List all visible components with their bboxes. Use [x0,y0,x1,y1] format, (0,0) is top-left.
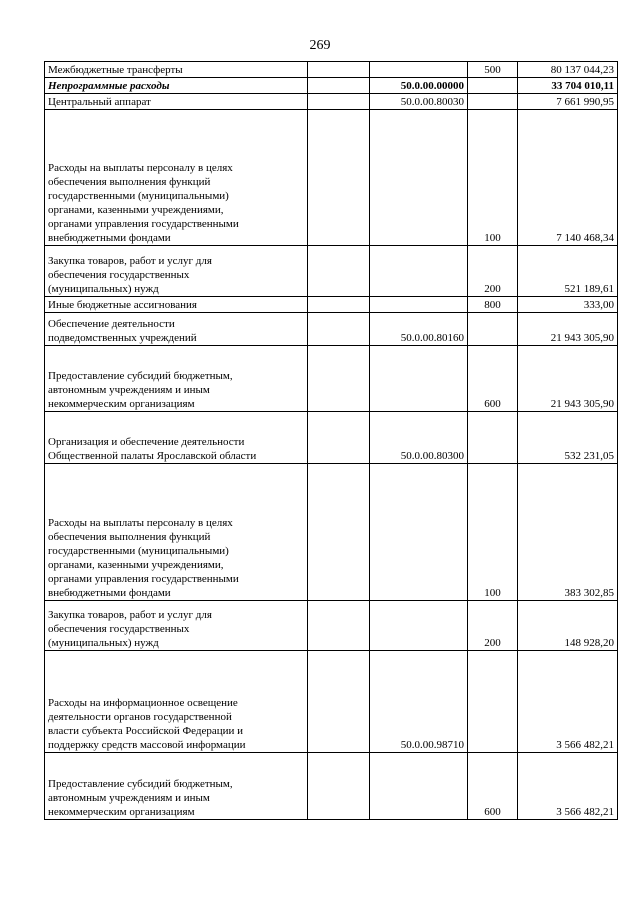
expense-type-cell: 500 [468,62,518,78]
expense-type-cell [468,313,518,346]
amount-cell: 7 140 468,34 [518,110,618,246]
expense-name-cell: Расходы на выплаты персоналу в целях обеспечения выполнения функций государственными (муниципальными) органами, казенными учреждениями, органами управления государственными внебюджетными фондами [45,464,308,601]
expense-name-cell: Предоставление субсидий бюджетным, автономным учреждениям и иным некоммерческим организациям [45,346,308,412]
empty-cell [308,297,370,313]
amount-cell: 3 566 482,21 [518,651,618,753]
target-article-cell [370,753,468,820]
table-row [45,651,618,753]
amount-cell: 7 661 990,95 [518,94,618,110]
amount-cell: 383 302,85 [518,464,618,601]
amount-cell: 333,00 [518,297,618,313]
target-article-cell [370,110,468,246]
target-article-cell [370,246,468,297]
budget-table [44,61,618,820]
empty-cell [308,464,370,601]
expense-name-cell: Закупка товаров, работ и услуг для обеспечения государственных (муниципальных) нужд [45,601,308,651]
expense-name-cell: Организация и обеспечение деятельности Общественной палаты Ярославской области [45,412,308,464]
table-row [45,297,618,313]
empty-cell [308,753,370,820]
target-article-cell: 50.0.00.80030 [370,94,468,110]
expense-type-cell: 100 [468,110,518,246]
target-article-cell [370,297,468,313]
empty-cell [308,94,370,110]
expense-name-cell: Непрограммные расходы [45,78,308,94]
amount-cell: 33 704 010,11 [518,78,618,94]
table-row [45,94,618,110]
target-article-cell: 50.0.00.00000 [370,78,468,94]
table-row [45,110,618,246]
empty-cell [308,110,370,246]
expense-type-cell: 200 [468,601,518,651]
budget-table-body [45,62,618,820]
table-row [45,346,618,412]
empty-cell [308,313,370,346]
amount-cell: 80 137 044,23 [518,62,618,78]
empty-cell [308,601,370,651]
target-article-cell: 50.0.00.80300 [370,412,468,464]
empty-cell [308,246,370,297]
empty-cell [308,651,370,753]
target-article-cell: 50.0.00.80160 [370,313,468,346]
expense-type-cell: 600 [468,346,518,412]
table-row [45,62,618,78]
target-article-cell [370,601,468,651]
expense-name-cell: Предоставление субсидий бюджетным, автономным учреждениям и иным некоммерческим организациям [45,753,308,820]
table-row [45,246,618,297]
target-article-cell [370,62,468,78]
amount-cell: 521 189,61 [518,246,618,297]
amount-cell: 21 943 305,90 [518,313,618,346]
expense-type-cell [468,94,518,110]
table-row [45,464,618,601]
target-article-cell [370,464,468,601]
expense-type-cell: 600 [468,753,518,820]
expense-type-cell: 100 [468,464,518,601]
empty-cell [308,62,370,78]
table-row [45,412,618,464]
expense-type-cell: 800 [468,297,518,313]
expense-type-cell [468,412,518,464]
expense-name-cell: Обеспечение деятельности подведомственных учреждений [45,313,308,346]
expense-type-cell [468,651,518,753]
expense-name-cell: Расходы на информационное освещение деятельности органов государственной власти субъекта Российской Федерации и поддержку средств массовой информации [45,651,308,753]
empty-cell [308,346,370,412]
amount-cell: 3 566 482,21 [518,753,618,820]
table-row [45,601,618,651]
amount-cell: 532 231,05 [518,412,618,464]
page-number: 269 [309,38,331,53]
expense-name-cell: Закупка товаров, работ и услуг для обеспечения государственных (муниципальных) нужд [45,246,308,297]
target-article-cell: 50.0.00.98710 [370,651,468,753]
expense-name-cell: Иные бюджетные ассигнования [45,297,308,313]
empty-cell [308,78,370,94]
expense-type-cell: 200 [468,246,518,297]
empty-cell [308,412,370,464]
expense-name-cell: Расходы на выплаты персоналу в целях обеспечения выполнения функций государственными (муниципальными) органами, казенными учреждениями, органами управления государственными внебюджетными фондами [45,110,308,246]
table-row [45,753,618,820]
table-row [45,313,618,346]
target-article-cell [370,346,468,412]
amount-cell: 148 928,20 [518,601,618,651]
amount-cell: 21 943 305,90 [518,346,618,412]
expense-name-cell: Межбюджетные трансферты [45,62,308,78]
table-row [45,78,618,94]
expense-name-cell: Центральный аппарат [45,94,308,110]
expense-type-cell [468,78,518,94]
